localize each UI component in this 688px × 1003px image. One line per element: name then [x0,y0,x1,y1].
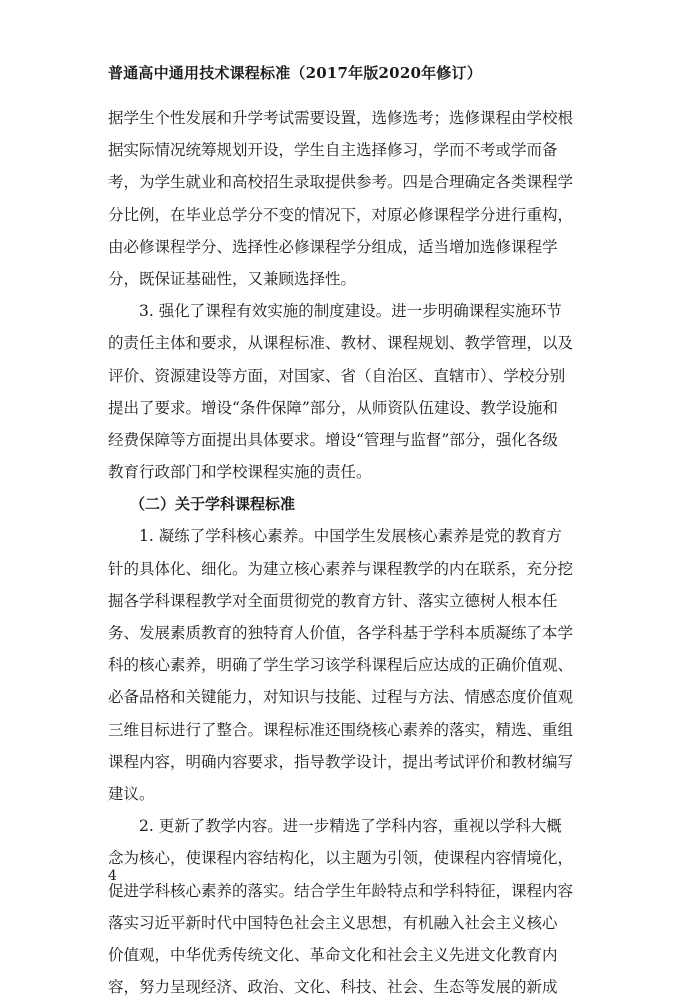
text-line: 教育行政部门和学校课程实施的责任。 [108,463,372,482]
text-line: 促进学科核心素养的落实。结合学生年龄特点和学科特征，课程内容 [108,881,574,900]
text-line: 评价、资源建设等方面，对国家、省（自治区、直辖市）、学校分别 [108,366,566,385]
text-line: 掘各学科课程教学对全面贯彻党的教育方针、落实立德树人根本任 [108,591,558,610]
text-line: 念为核心，使课程内容结构化，以主题为引领，使课程内容情境化， [108,849,574,868]
text-line: 3. 强化了课程有效实施的制度建设。进一步明确课程实施环节 [139,302,562,321]
text-line: 1. 凝练了学科核心素养。中国学生发展核心素养是党的教育方 [139,527,562,546]
page-number: 4 [108,868,117,884]
text-line: 据实际情况统筹规划开设，学生自主选择修习，学而不考或学而备 [108,141,558,160]
text-line: 考，为学生就业和高校招生录取提供参考。四是合理确定各类课程学 [108,173,574,192]
text-line: 2. 更新了教学内容。进一步精选了学科内容，重视以学科大概 [139,817,562,836]
section-heading: （二）关于学科课程标准 [130,495,296,514]
text-line: 价值观，中华优秀传统文化、革命文化和社会主义先进文化教育内 [108,945,558,964]
text-line: 据学生个性发展和升学考试需要设置，选修选考；选修课程由学校根 [108,109,574,127]
text-line: 分，既保证基础性，又兼顾选择性。 [108,269,357,288]
text-line: 三维目标进行了整合。课程标准还围绕核心素养的落实，精选、重组 [108,720,574,739]
text-line: 科的核心素养，明确了学生学习该学科课程后应达成的正确价值观、 [108,656,574,675]
text-line: 经费保障等方面提出具体要求。增设“管理与监督”部分，强化各级 [108,430,558,449]
text-line: 落实习近平新时代中国特色社会主义思想，有机融入社会主义核心 [108,913,558,932]
text-line: 针的具体化、细化。为建立核心素养与课程教学的内在联系，充分挖 [108,559,574,578]
text-line: 由必修课程学分、选择性必修课程学分组成，适当增加选修课程学 [108,237,558,256]
running-header: 普通高中通用技术课程标准（2017年版2020年修订） [108,64,482,82]
text-line: 容，努力呈现经济、政治、文化、科技、社会、生态等发展的新成 [108,978,558,997]
text-line: 的责任主体和要求，从课程标准、教材、课程规划、教学管理，以及 [108,334,574,353]
text-line: 建议。 [108,784,155,803]
text-line: 分比例，在毕业总学分不变的情况下，对原必修课程学分进行重构， [108,205,574,224]
body-text [108,102,580,1003]
text-line: 必备品格和关键能力，对知识与技能、过程与方法、情感态度价值观 [108,688,574,707]
text-line: 课程内容，明确内容要求，指导教学设计，提出考试评价和教材编写 [108,752,574,771]
text-line: 提出了要求。增设“条件保障”部分，从师资队伍建设、教学设施和 [108,398,558,417]
text-line: 务、发展素质教育的独特育人价值，各学科基于学科本质凝练了本学 [108,624,574,642]
